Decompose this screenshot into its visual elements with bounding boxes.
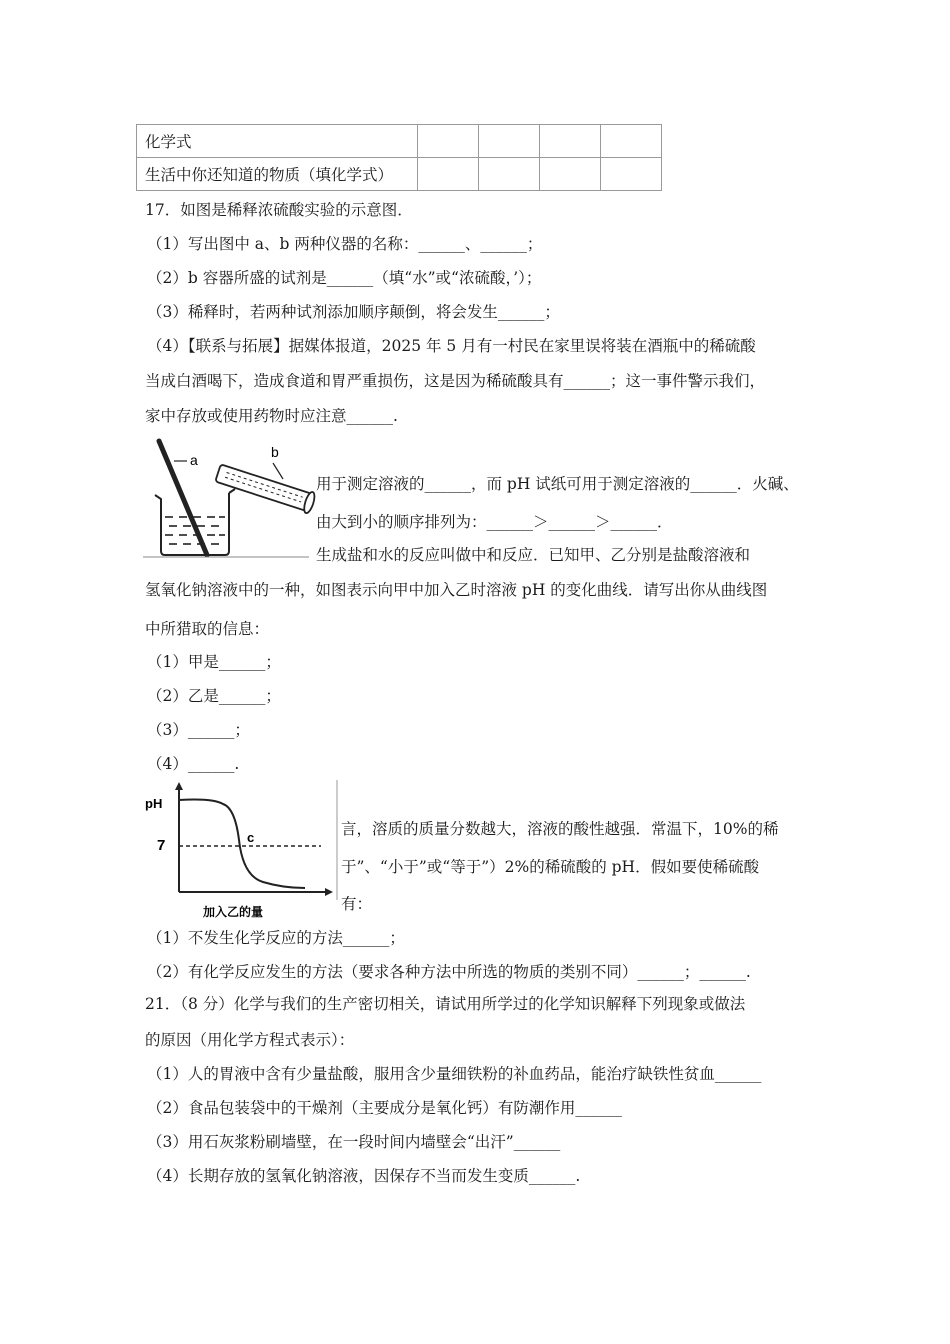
table-cell[interactable] bbox=[601, 125, 662, 158]
q21-part2: （2）食品包装袋中的干燥剂（主要成分是氧化钙）有防潮作用______ bbox=[147, 1099, 622, 1117]
table-row bbox=[137, 125, 662, 158]
table-row bbox=[137, 158, 662, 191]
q20-part2: （2）有化学反应发生的方法（要求各种方法中所选的物质的类别不同）______；______. bbox=[147, 963, 751, 981]
ph-curve bbox=[179, 800, 305, 889]
q17-stem: 17．如图是稀释浓硫酸实验的示意图． bbox=[145, 201, 413, 219]
glass-rod bbox=[159, 441, 207, 555]
table-cell[interactable] bbox=[418, 158, 479, 191]
q17-part3: （3）稀释时，若两种试剂添加顺序颠倒，将会发生______； bbox=[147, 303, 560, 321]
q20-line2: 于”、“小于”或“等于”）2%的稀硫酸的 pH．假如要使稀硫酸 bbox=[341, 858, 760, 876]
q19-part2: （2）乙是______； bbox=[147, 687, 281, 705]
q17-part2: （2）b 容器所盛的试剂是______（填“水”或“浓硫酸，’）； bbox=[147, 269, 542, 287]
y-axis-label: pH bbox=[145, 796, 163, 811]
table-cell[interactable] bbox=[479, 125, 540, 158]
q19-part3: （3）______； bbox=[147, 721, 250, 739]
q21-part3: （3）用石灰浆粉刷墙壁，在一段时间内墙壁会“出汗”______ bbox=[147, 1133, 561, 1151]
q20-line1: 言，溶质的质量分数越大，溶液的酸性越强．常温下，10%的稀 bbox=[341, 820, 779, 838]
table-cell[interactable] bbox=[540, 125, 601, 158]
answer-table bbox=[136, 124, 662, 191]
q21-part4: （4）长期存放的氢氧化钠溶液，因保存不当而发生变质______. bbox=[147, 1167, 581, 1185]
table-row-label: 化学式 bbox=[137, 125, 418, 158]
point-c-label: c bbox=[247, 830, 255, 845]
q21-part1: （1）人的胃液中含有少量盐酸，服用含少量细铁粉的补血药品，能治疗缺铁性贫血______ bbox=[147, 1065, 762, 1083]
label-b: b bbox=[271, 444, 279, 460]
q18-line2: 由大到小的顺序排列为：______＞______＞______． bbox=[316, 513, 673, 531]
q21-stem-line1: 21．（8 分）化学与我们的生产密切相关，请试用所学过的化学知识解释下列现象或做法 bbox=[145, 995, 746, 1013]
q17-part4-line3: 家中存放或使用药物时应注意______. bbox=[145, 407, 398, 425]
q19-line1: 生成盐和水的反应叫做中和反应．已知甲、乙分别是盐酸溶液和 bbox=[316, 546, 751, 564]
q19-line2: 氢氧化钠溶液中的一种，如图表示向甲中加入乙时溶液 pH 的变化曲线．请写出你从曲线图 bbox=[145, 581, 768, 599]
dilution-figure bbox=[143, 437, 323, 561]
q17-part4-line1: （4）【联系与拓展】据媒体报道，2025 年 5 月有一村民在家里误将装在酒瓶中的稀硫酸 bbox=[147, 337, 756, 355]
table-cell[interactable] bbox=[418, 125, 479, 158]
q19-line3: 中所猎取的信息： bbox=[145, 620, 270, 638]
q19-part4: （4）______. bbox=[147, 755, 240, 773]
y-tick-7: 7 bbox=[157, 837, 166, 854]
q18-line1: 用于测定溶液的______，而 pH 试纸可用于测定溶液的______．火碱、 bbox=[316, 475, 799, 493]
q17-part4-line2: 当成白酒喝下，造成食道和胃严重损伤，这是因为稀硫酸具有______；这一事件警示我们， bbox=[145, 372, 766, 390]
q20-line3: 有： bbox=[341, 895, 373, 913]
table-cell[interactable] bbox=[601, 158, 662, 191]
label-a: a bbox=[190, 452, 198, 468]
q21-stem-line2: 的原因（用化学方程式表示）： bbox=[145, 1031, 355, 1049]
table-cell[interactable] bbox=[479, 158, 540, 191]
ph-curve-figure bbox=[143, 780, 339, 920]
table-row-label: 生活中你还知道的物质（填化学式） bbox=[137, 158, 418, 191]
table-cell[interactable] bbox=[540, 158, 601, 191]
q19-part1: （1）甲是______； bbox=[147, 653, 281, 671]
x-axis-label: 加入乙的量 bbox=[203, 905, 264, 919]
q20-part1: （1）不发生化学反应的方法______； bbox=[147, 929, 405, 947]
q17-part1: （1）写出图中 a、b 两种仪器的名称：______、______； bbox=[147, 235, 543, 253]
